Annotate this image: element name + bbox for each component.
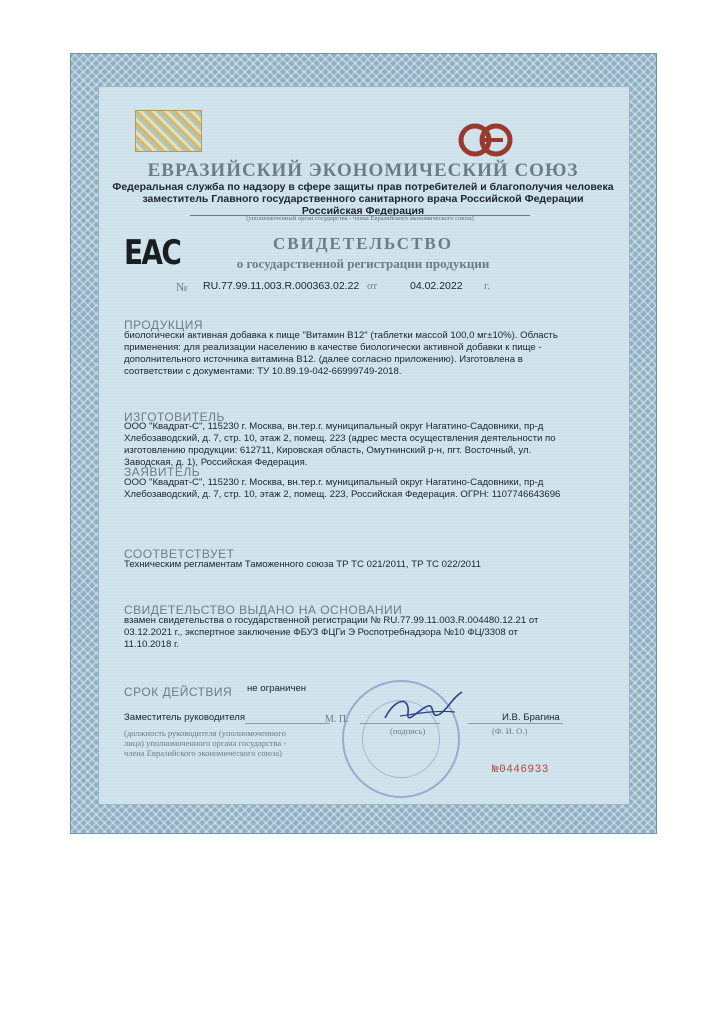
product-line: дополнительного источника витамина В12. (далее согласно приложению). Изготовлена в [124, 354, 523, 365]
product-line: применения: для реализации населению в качестве биологически активной добавки к пище - [124, 342, 542, 353]
eac-mark: ЕАС [124, 233, 181, 273]
manufacturer-line: ООО "Квадрат-С", 115230 г. Москва, вн.тер.г. муниципальный округ Нагатино-Садовники, пр-д [124, 421, 544, 432]
hologram-sticker [135, 110, 202, 152]
position-caption [124, 728, 344, 758]
position-underline [245, 723, 330, 724]
authority-line: заместитель Главного государственного санитарного врача Российской Федерации [142, 193, 584, 205]
basis-line: 03.12.2021 г., экспертное заключение ФБУЗ ФЦГи Э Роспотребнадзора №10 ФЦ/3308 от [124, 627, 518, 638]
registration-number: RU.77.99.11.003.R.000363.02.22 [203, 280, 360, 292]
applicant-line: Хлебозаводский, д. 7, стр. 10, этаж 2, помещ. 223, Российская Федерация. ОГРН: 1107746643696 [124, 489, 561, 500]
applicant-line: ООО "Квадрат-С", 115230 г. Москва, вн.тер.г. муниципальный округ Нагатино-Садовники, пр-д [124, 477, 544, 488]
authority-line: Федеральная служба по надзору в сфере защиты прав потребителей и благополучия человека [112, 181, 614, 193]
validity-heading: СРОК ДЕЙСТВИЯ [124, 685, 233, 699]
basis-heading: СВИДЕТЕЛЬСТВО ВЫДАНО НА ОСНОВАНИИ [124, 603, 403, 617]
applicant-heading: ЗАЯВИТЕЛЬ [124, 465, 201, 479]
signature-underline [360, 723, 440, 724]
name-caption: (Ф. И. О.) [492, 726, 528, 736]
certificate-title: СВИДЕТЕЛЬСТВО [273, 234, 453, 253]
position-caption-line: лица) уполномоченного органа государства - [124, 738, 287, 748]
basis-line: взамен свидетельства о государственной регистрации № RU.77.99.11.003.R.004480.12.21 от [124, 615, 539, 626]
se-logo-icon [456, 120, 516, 160]
manufacturer-line: Заводская, д. 1), Российская Федерация. [124, 457, 308, 468]
signature-caption: (подпись) [390, 726, 426, 736]
signatory-position: Заместитель руководителя [124, 712, 246, 723]
union-title: ЕВРАЗИЙСКИЙ ЭКОНОМИЧЕСКИЙ СОЮЗ [147, 160, 579, 181]
registration-date: 04.02.2022 [410, 280, 463, 292]
applicant-details [124, 477, 564, 501]
product-line: соответствии с документами: ТУ 10.89.19-042-66999749-2018. [124, 366, 402, 377]
manufacturer-line: Хлебозаводский, д. 7, стр. 10, этаж 2, помещ. 223 (адрес места осуществления деятельности по [124, 433, 556, 444]
conformity-text: Техническим регламентам Таможенного союза ТР ТС 021/2011, ТР ТС 022/2011 [124, 559, 481, 570]
conformity-heading: СООТВЕТСТВУЕТ [124, 547, 235, 561]
validity-value: не ограничен [247, 683, 307, 694]
manufacturer-details [124, 421, 564, 469]
seal-place-label: М. П. [325, 714, 349, 725]
issuing-authority [110, 181, 616, 217]
signatory-name: И.В. Брагина [502, 712, 560, 723]
product-line: биологически активная добавка к пище "Витамин В12" (таблетки массой 100,0 мг±10%). Область [124, 330, 558, 341]
product-heading: ПРОДУКЦИЯ [124, 318, 203, 332]
manufacturer-line: изготовлению продукции: 612711, Кировская область, Омутнинский р-н, пгт. Восточный, ул. [124, 445, 532, 456]
manufacturer-heading: ИЗГОТОВИТЕЛЬ [124, 410, 225, 424]
form-number: №0446933 [492, 764, 549, 776]
authority-caption: (уполномоченный орган государства - члена Евразийского экономического союза) [246, 215, 474, 222]
year-suffix: г. [484, 280, 491, 292]
authority-line: Российская Федерация [301, 205, 425, 217]
product-description [124, 330, 564, 378]
basis-line: 11.10.2018 г. [124, 639, 179, 650]
position-caption-line: члена Евразийского экономического союза) [124, 748, 282, 758]
number-label: № [176, 280, 188, 294]
position-caption-line: (должность руководителя (уполномоченного [124, 728, 286, 738]
certificate-subtitle: о государственной регистрации продукции [236, 256, 490, 271]
basis-details [124, 615, 564, 651]
from-label: от [367, 280, 378, 292]
